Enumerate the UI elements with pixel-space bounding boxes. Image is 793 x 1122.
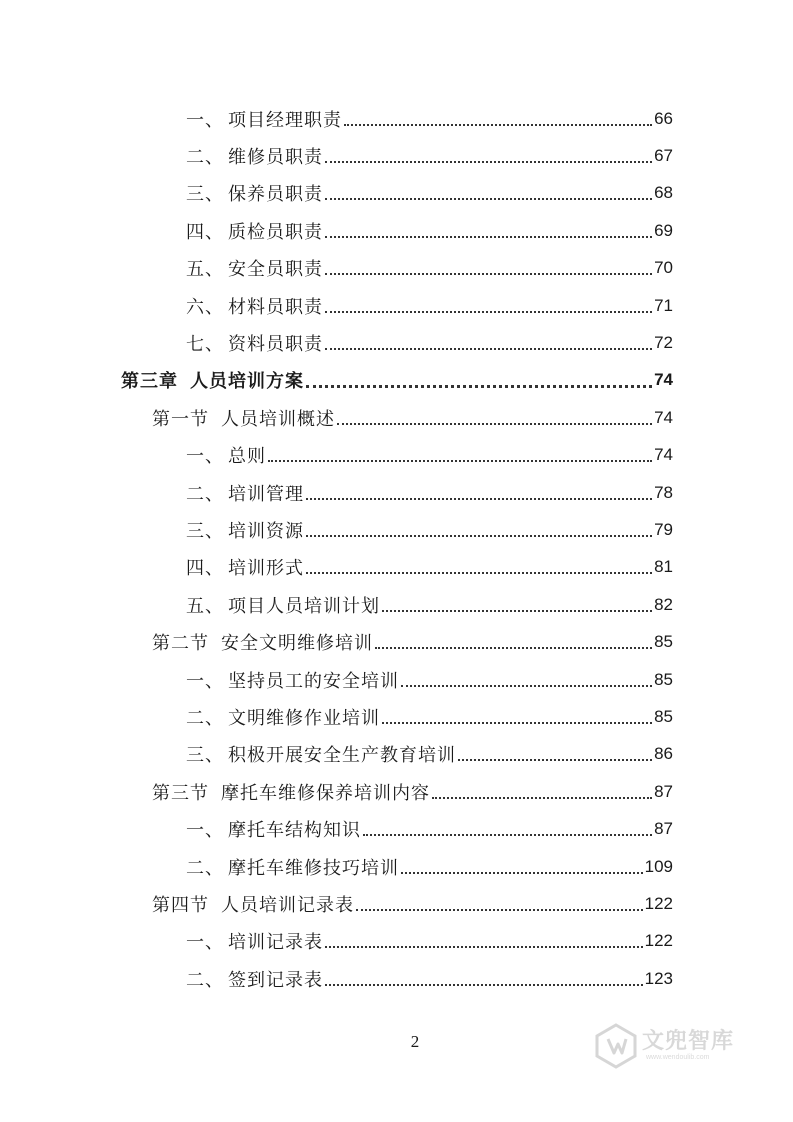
toc-entry-title: 积极开展安全生产教育培训 xyxy=(228,745,456,767)
toc-entry-label xyxy=(186,704,380,730)
toc-entry[interactable] xyxy=(0,212,793,249)
toc-entry-label xyxy=(186,106,342,132)
toc-dot-leader xyxy=(363,834,652,836)
toc-entry-number: 第三章 xyxy=(121,371,178,393)
toc-entry-page: 74 xyxy=(654,445,673,465)
toc-dot-leader xyxy=(325,273,652,275)
toc-entry[interactable] xyxy=(0,437,793,474)
toc-entry-page: 87 xyxy=(654,819,673,839)
toc-entry-label xyxy=(186,928,323,954)
toc-entry-label xyxy=(186,143,323,169)
table-of-contents xyxy=(0,100,793,997)
toc-entry-number: 一、 xyxy=(186,109,224,131)
toc-entry-page: 122 xyxy=(644,893,673,913)
toc-dot-leader xyxy=(306,498,652,500)
toc-entry-label xyxy=(186,592,380,618)
toc-entry-number: 六、 xyxy=(186,296,224,318)
toc-dot-leader xyxy=(432,797,652,799)
toc-entry-number: 七、 xyxy=(186,334,224,356)
toc-dot-leader xyxy=(325,161,652,163)
toc-entry[interactable] xyxy=(0,623,793,660)
toc-dot-leader xyxy=(325,946,643,948)
toc-entry-page: 79 xyxy=(654,519,673,539)
toc-entry-page: 81 xyxy=(654,557,673,577)
toc-entry[interactable] xyxy=(0,773,793,810)
toc-entry-label xyxy=(121,367,304,393)
toc-dot-leader xyxy=(325,198,652,200)
toc-entry-title: 质检员职责 xyxy=(228,221,323,243)
watermark-url: www.wendoulib.com xyxy=(646,1054,710,1061)
toc-entry-number: 第三节 xyxy=(152,782,209,804)
toc-dot-leader xyxy=(306,385,652,388)
toc-entry-label xyxy=(152,779,430,805)
toc-dot-leader xyxy=(337,423,652,425)
toc-entry-title: 培训资源 xyxy=(228,520,304,542)
toc-entry-label xyxy=(186,854,399,880)
toc-entry-number: 第一节 xyxy=(152,408,209,430)
toc-entry-page: 109 xyxy=(644,856,673,876)
toc-dot-leader xyxy=(306,572,652,574)
toc-entry-number: 五、 xyxy=(186,259,224,281)
toc-entry-page: 86 xyxy=(654,744,673,764)
toc-entry-label xyxy=(186,442,266,468)
watermark-brand: 文兜智库 xyxy=(642,1029,735,1054)
toc-entry-title: 材料员职责 xyxy=(228,296,323,318)
toc-entry-page: 74 xyxy=(654,407,673,427)
toc-entry-title: 人员培训方案 xyxy=(190,371,304,393)
toc-dot-leader xyxy=(356,909,643,911)
toc-entry[interactable] xyxy=(0,960,793,997)
toc-entry-title: 坚持员工的安全培训 xyxy=(228,670,399,692)
toc-entry-title: 摩托车维修保养培训内容 xyxy=(221,782,430,804)
toc-entry[interactable] xyxy=(0,474,793,511)
toc-entry-number: 第四节 xyxy=(152,894,209,916)
toc-entry-label xyxy=(186,667,399,693)
toc-entry-page: 72 xyxy=(654,333,673,353)
toc-dot-leader xyxy=(382,610,652,612)
toc-entry-page: 87 xyxy=(654,781,673,801)
toc-entry-label xyxy=(186,218,323,244)
toc-dot-leader xyxy=(268,460,652,462)
toc-entry-title: 摩托车维修技巧培训 xyxy=(228,857,399,879)
toc-entry-label xyxy=(152,405,335,431)
toc-entry-title: 总则 xyxy=(228,446,266,468)
toc-entry-page: 70 xyxy=(654,258,673,278)
toc-dot-leader xyxy=(325,311,652,313)
toc-entry-page: 82 xyxy=(654,594,673,614)
toc-entry[interactable] xyxy=(0,399,793,436)
toc-dot-leader xyxy=(325,236,652,238)
toc-entry[interactable] xyxy=(0,362,793,399)
toc-entry-label xyxy=(186,293,323,319)
toc-entry-title: 签到记录表 xyxy=(228,969,323,991)
toc-entry-number: 二、 xyxy=(186,707,224,729)
toc-entry-title: 维修员职责 xyxy=(228,147,323,169)
toc-entry-number: 四、 xyxy=(186,221,224,243)
toc-entry[interactable] xyxy=(0,137,793,174)
toc-entry-title: 项目人员培训计划 xyxy=(228,595,380,617)
toc-entry-label xyxy=(186,741,456,767)
toc-entry-page: 66 xyxy=(654,108,673,128)
toc-dot-leader xyxy=(401,685,652,687)
toc-entry-title: 培训记录表 xyxy=(228,932,323,954)
toc-entry-number: 第二节 xyxy=(152,633,209,655)
toc-entry-number: 一、 xyxy=(186,446,224,468)
toc-entry-page: 68 xyxy=(654,183,673,203)
toc-entry-number: 五、 xyxy=(186,595,224,617)
toc-entry[interactable] xyxy=(0,100,793,137)
toc-entry-label xyxy=(186,966,323,992)
toc-entry-number: 三、 xyxy=(186,745,224,767)
toc-entry-title: 资料员职责 xyxy=(228,334,323,356)
toc-entry-page: 85 xyxy=(654,706,673,726)
toc-entry-title: 摩托车结构知识 xyxy=(228,820,361,842)
toc-dot-leader xyxy=(375,647,652,649)
toc-entry-page: 85 xyxy=(654,632,673,652)
toc-entry-label xyxy=(186,255,323,281)
toc-entry-page: 71 xyxy=(654,295,673,315)
toc-entry-title: 培训形式 xyxy=(228,558,304,580)
toc-entry-number: 二、 xyxy=(186,147,224,169)
toc-dot-leader xyxy=(306,535,652,537)
toc-entry-title: 安全文明维修培训 xyxy=(221,633,373,655)
toc-entry-page: 69 xyxy=(654,220,673,240)
toc-entry[interactable] xyxy=(0,923,793,960)
toc-entry-page: 85 xyxy=(654,669,673,689)
toc-entry-number: 三、 xyxy=(186,184,224,206)
toc-entry-number: 三、 xyxy=(186,520,224,542)
toc-entry-title: 培训管理 xyxy=(228,483,304,505)
toc-entry-label xyxy=(186,517,304,543)
toc-entry-label xyxy=(152,629,373,655)
toc-entry-label xyxy=(186,180,323,206)
toc-dot-leader xyxy=(382,722,652,724)
toc-entry-title: 人员培训记录表 xyxy=(221,894,354,916)
toc-entry-page: 74 xyxy=(654,370,673,390)
toc-entry-number: 一、 xyxy=(186,932,224,954)
toc-dot-leader xyxy=(344,124,652,126)
toc-entry-label xyxy=(152,891,354,917)
toc-entry-title: 安全员职责 xyxy=(228,259,323,281)
toc-entry[interactable] xyxy=(0,324,793,361)
toc-entry-number: 一、 xyxy=(186,820,224,842)
toc-entry[interactable] xyxy=(0,511,793,548)
toc-entry[interactable] xyxy=(0,885,793,922)
toc-entry[interactable] xyxy=(0,175,793,212)
toc-entry[interactable] xyxy=(0,698,793,735)
toc-entry-label xyxy=(186,480,304,506)
toc-entry[interactable] xyxy=(0,549,793,586)
toc-entry[interactable] xyxy=(0,250,793,287)
toc-entry-page: 123 xyxy=(644,968,673,988)
toc-entry[interactable] xyxy=(0,810,793,847)
toc-entry-number: 二、 xyxy=(186,969,224,991)
toc-dot-leader xyxy=(458,759,652,761)
toc-entry[interactable] xyxy=(0,848,793,885)
toc-entry-page: 78 xyxy=(654,482,673,502)
toc-entry-title: 保养员职责 xyxy=(228,184,323,206)
toc-dot-leader xyxy=(401,872,643,874)
toc-entry-label xyxy=(186,554,304,580)
toc-entry-title: 文明维修作业培训 xyxy=(228,707,380,729)
toc-entry-title: 人员培训概述 xyxy=(221,408,335,430)
toc-dot-leader xyxy=(325,984,643,986)
toc-entry[interactable] xyxy=(0,586,793,623)
toc-entry-number: 二、 xyxy=(186,857,224,879)
toc-entry-title: 项目经理职责 xyxy=(228,109,342,131)
toc-entry-label xyxy=(186,330,323,356)
toc-entry-number: 一、 xyxy=(186,670,224,692)
toc-dot-leader xyxy=(325,348,652,350)
wendou-logo-icon xyxy=(592,1022,640,1070)
toc-entry[interactable] xyxy=(0,287,793,324)
toc-entry-page: 67 xyxy=(654,146,673,166)
toc-entry[interactable] xyxy=(0,736,793,773)
watermark xyxy=(592,1018,752,1078)
toc-entry-label xyxy=(186,816,361,842)
toc-entry-number: 二、 xyxy=(186,483,224,505)
toc-entry-number: 四、 xyxy=(186,558,224,580)
page-number: 2 xyxy=(410,1032,420,1051)
toc-entry-page: 122 xyxy=(644,931,673,951)
toc-entry[interactable] xyxy=(0,661,793,698)
